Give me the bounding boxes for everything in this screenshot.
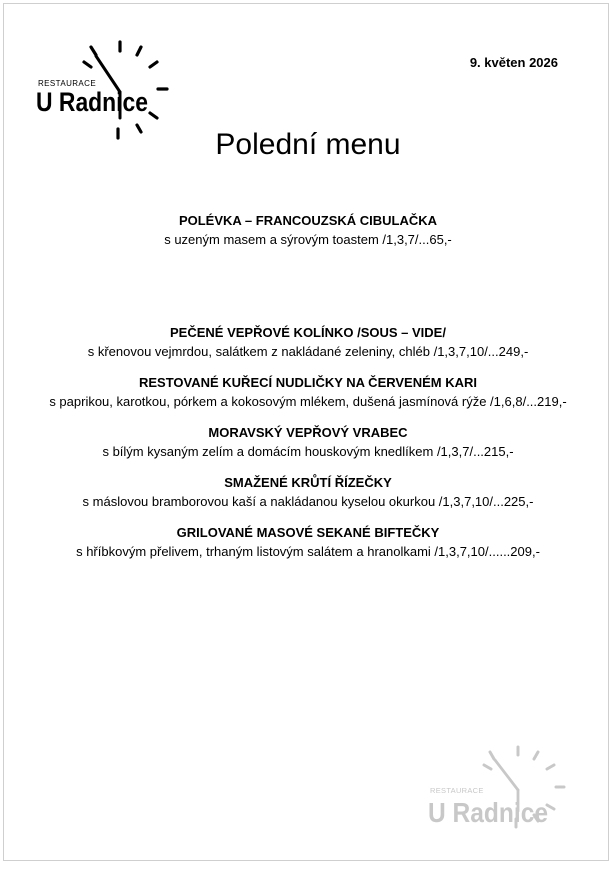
main-dish-item (0, 523, 610, 561)
dish-description: s křenovou vejmrdou, salátkem z nakládané zeleniny, chléb /1,3,7,10/...249,- (87, 344, 529, 359)
dish-name: PEČENÉ VEPŘOVÉ KOLÍNKO /SOUS – VIDE/ (170, 325, 446, 340)
logo-name-text: U Radnice (36, 87, 148, 117)
dish-description: s máslovou bramborovou kaší a nakládanou kyselou okurkou /1,3,7,10/...225,- (82, 494, 534, 509)
main-dish-item (0, 323, 610, 361)
dish-name: RESTOVANÉ KUŘECÍ NUDLIČKY NA ČERVENÉM KARI (138, 375, 478, 390)
menu-date: 9. květen 2026 (469, 55, 558, 70)
watermark-restaurace-text: RESTAURACE (430, 786, 484, 795)
dish-description: s paprikou, karotkou, pórkem a kokosovým mlékem, dušená jasmínová rýže /1,6,8/...219,- (49, 394, 567, 409)
dish-name: SMAŽENÉ KRŮTÍ ŘÍZEČKY (224, 475, 392, 490)
main-dish-item (0, 373, 610, 411)
watermark-logo (428, 745, 576, 831)
dish-description: s hříbkovým přelivem, trhaným listovým salátem a hranolkami /1,3,7,10/......209,- (76, 544, 540, 559)
menu-list (0, 211, 610, 573)
logo-restaurace-text: RESTAURACE (38, 79, 97, 88)
dish-description: s bílým kysaným zelím a domácím houskovým knedlíkem /1,3,7/...215,- (102, 444, 514, 459)
watermark-name-text: U Radnice (428, 797, 548, 828)
soup-item (0, 211, 610, 249)
dish-name: MORAVSKÝ VEPŘOVÝ VRABEC (208, 425, 408, 440)
dish-name: GRILOVANÉ MASOVÉ SEKANÉ BIFTEČKY (176, 525, 440, 540)
dish-name: POLÉVKA – FRANCOUZSKÁ CIBULAČKA (178, 213, 438, 228)
main-dish-item (0, 423, 610, 461)
main-dish-item (0, 473, 610, 511)
page-title: Polední menu (215, 128, 401, 161)
dish-description: s uzeným masem a sýrovým toastem /1,3,7/...65,- (164, 232, 452, 247)
